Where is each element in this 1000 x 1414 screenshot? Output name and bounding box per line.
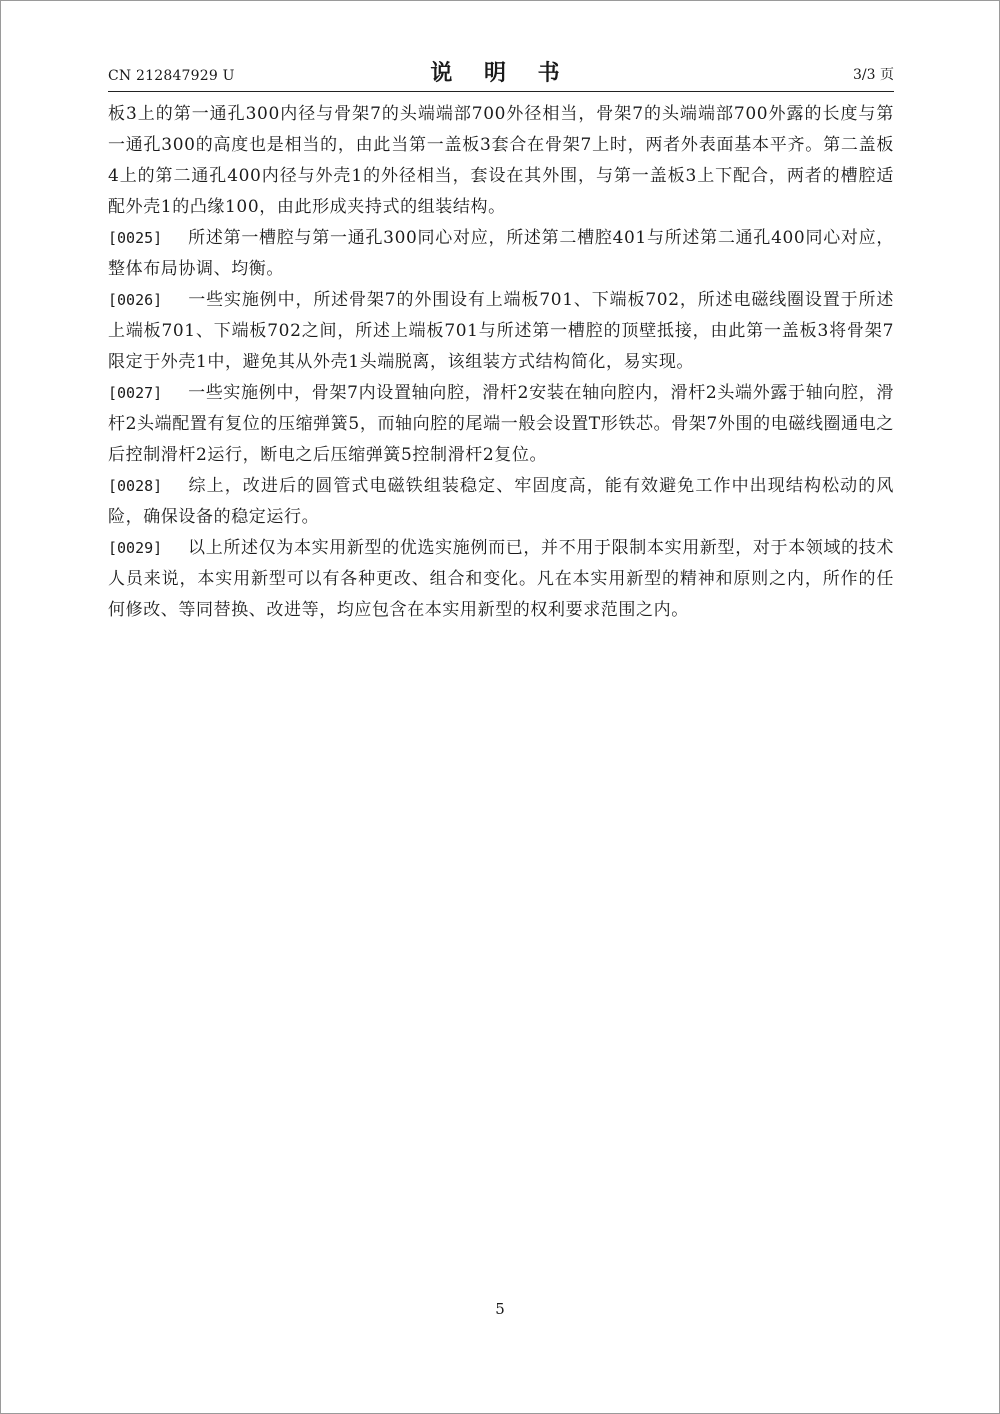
paragraph-text: 一些实施例中，所述骨架7的外围设有上端板701、下端板702，所述电磁线圈设置于所述上端板701、下端板702之间，所述上端板701与所述第一槽腔的顶壁抵接，由此第一盖板3将骨架7限定于外壳1中，避免其从外壳1头端脱离，该组装方式结构简化，易实现。 [108,290,894,372]
paragraph-number: [0026] [108,291,163,309]
header-divider [108,91,894,92]
document-title: 说 明 书 [430,60,572,86]
paragraph-text: 板3上的第一通孔300内径与骨架7的头端端部700外径相当，骨架7的头端端部700外露的长度与第一通孔300的高度也是相当的，由此当第一盖板3套合在骨架7上时，两者外表面基本平齐。第二盖板4上的第二通孔400内径与外壳1的外径相当，套设在其外围，与第一盖板3上下配合，两者的槽腔适配外壳1的凸缘100，由此形成夹持式的组装结构。 [108,104,894,217]
paragraph-number: [0027] [108,384,163,402]
paragraph-0029 [108,533,894,626]
page-number: 5 [495,1300,505,1318]
paragraph-number: [0028] [108,477,163,495]
paragraph-0027 [108,378,894,471]
paragraph-number: [0029] [108,539,163,557]
paragraph-0025 [108,223,894,285]
paragraph-text: 以上所述仅为本实用新型的优选实施例而已，并不用于限制本实用新型，对于本领域的技术人员来说，本实用新型可以有各种更改、组合和变化。凡在本实用新型的精神和原则之内，所作的任何修改、等同替换、改进等，均应包含在本实用新型的权利要求范围之内。 [108,538,894,620]
paragraph-0026 [108,285,894,378]
paragraph-text: 综上，改进后的圆管式电磁铁组装稳定、牢固度高，能有效避免工作中出现结构松动的风险，确保设备的稳定运行。 [108,476,894,527]
document-id: CN 212847929 U [108,68,235,84]
page-indicator: 3/3 页 [853,67,894,83]
paragraph-text: 所述第一槽腔与第一通孔300同心对应，所述第二槽腔401与所述第二通孔400同心对应，整体布局协调、均衡。 [108,228,894,279]
paragraph-text: 一些实施例中，骨架7内设置轴向腔，滑杆2安装在轴向腔内，滑杆2头端外露于轴向腔，滑杆2头端配置有复位的压缩弹簧5，而轴向腔的尾端一般会设置T形铁芯。骨架7外围的电磁线圈通电之后控制滑杆2运行，断电之后压缩弹簧5控制滑杆2复位。 [108,383,894,465]
page-header [108,56,894,90]
paragraph-number: [0025] [108,229,163,247]
paragraph-continued [108,99,894,223]
description-body [108,99,894,626]
paragraph-0028 [108,471,894,533]
